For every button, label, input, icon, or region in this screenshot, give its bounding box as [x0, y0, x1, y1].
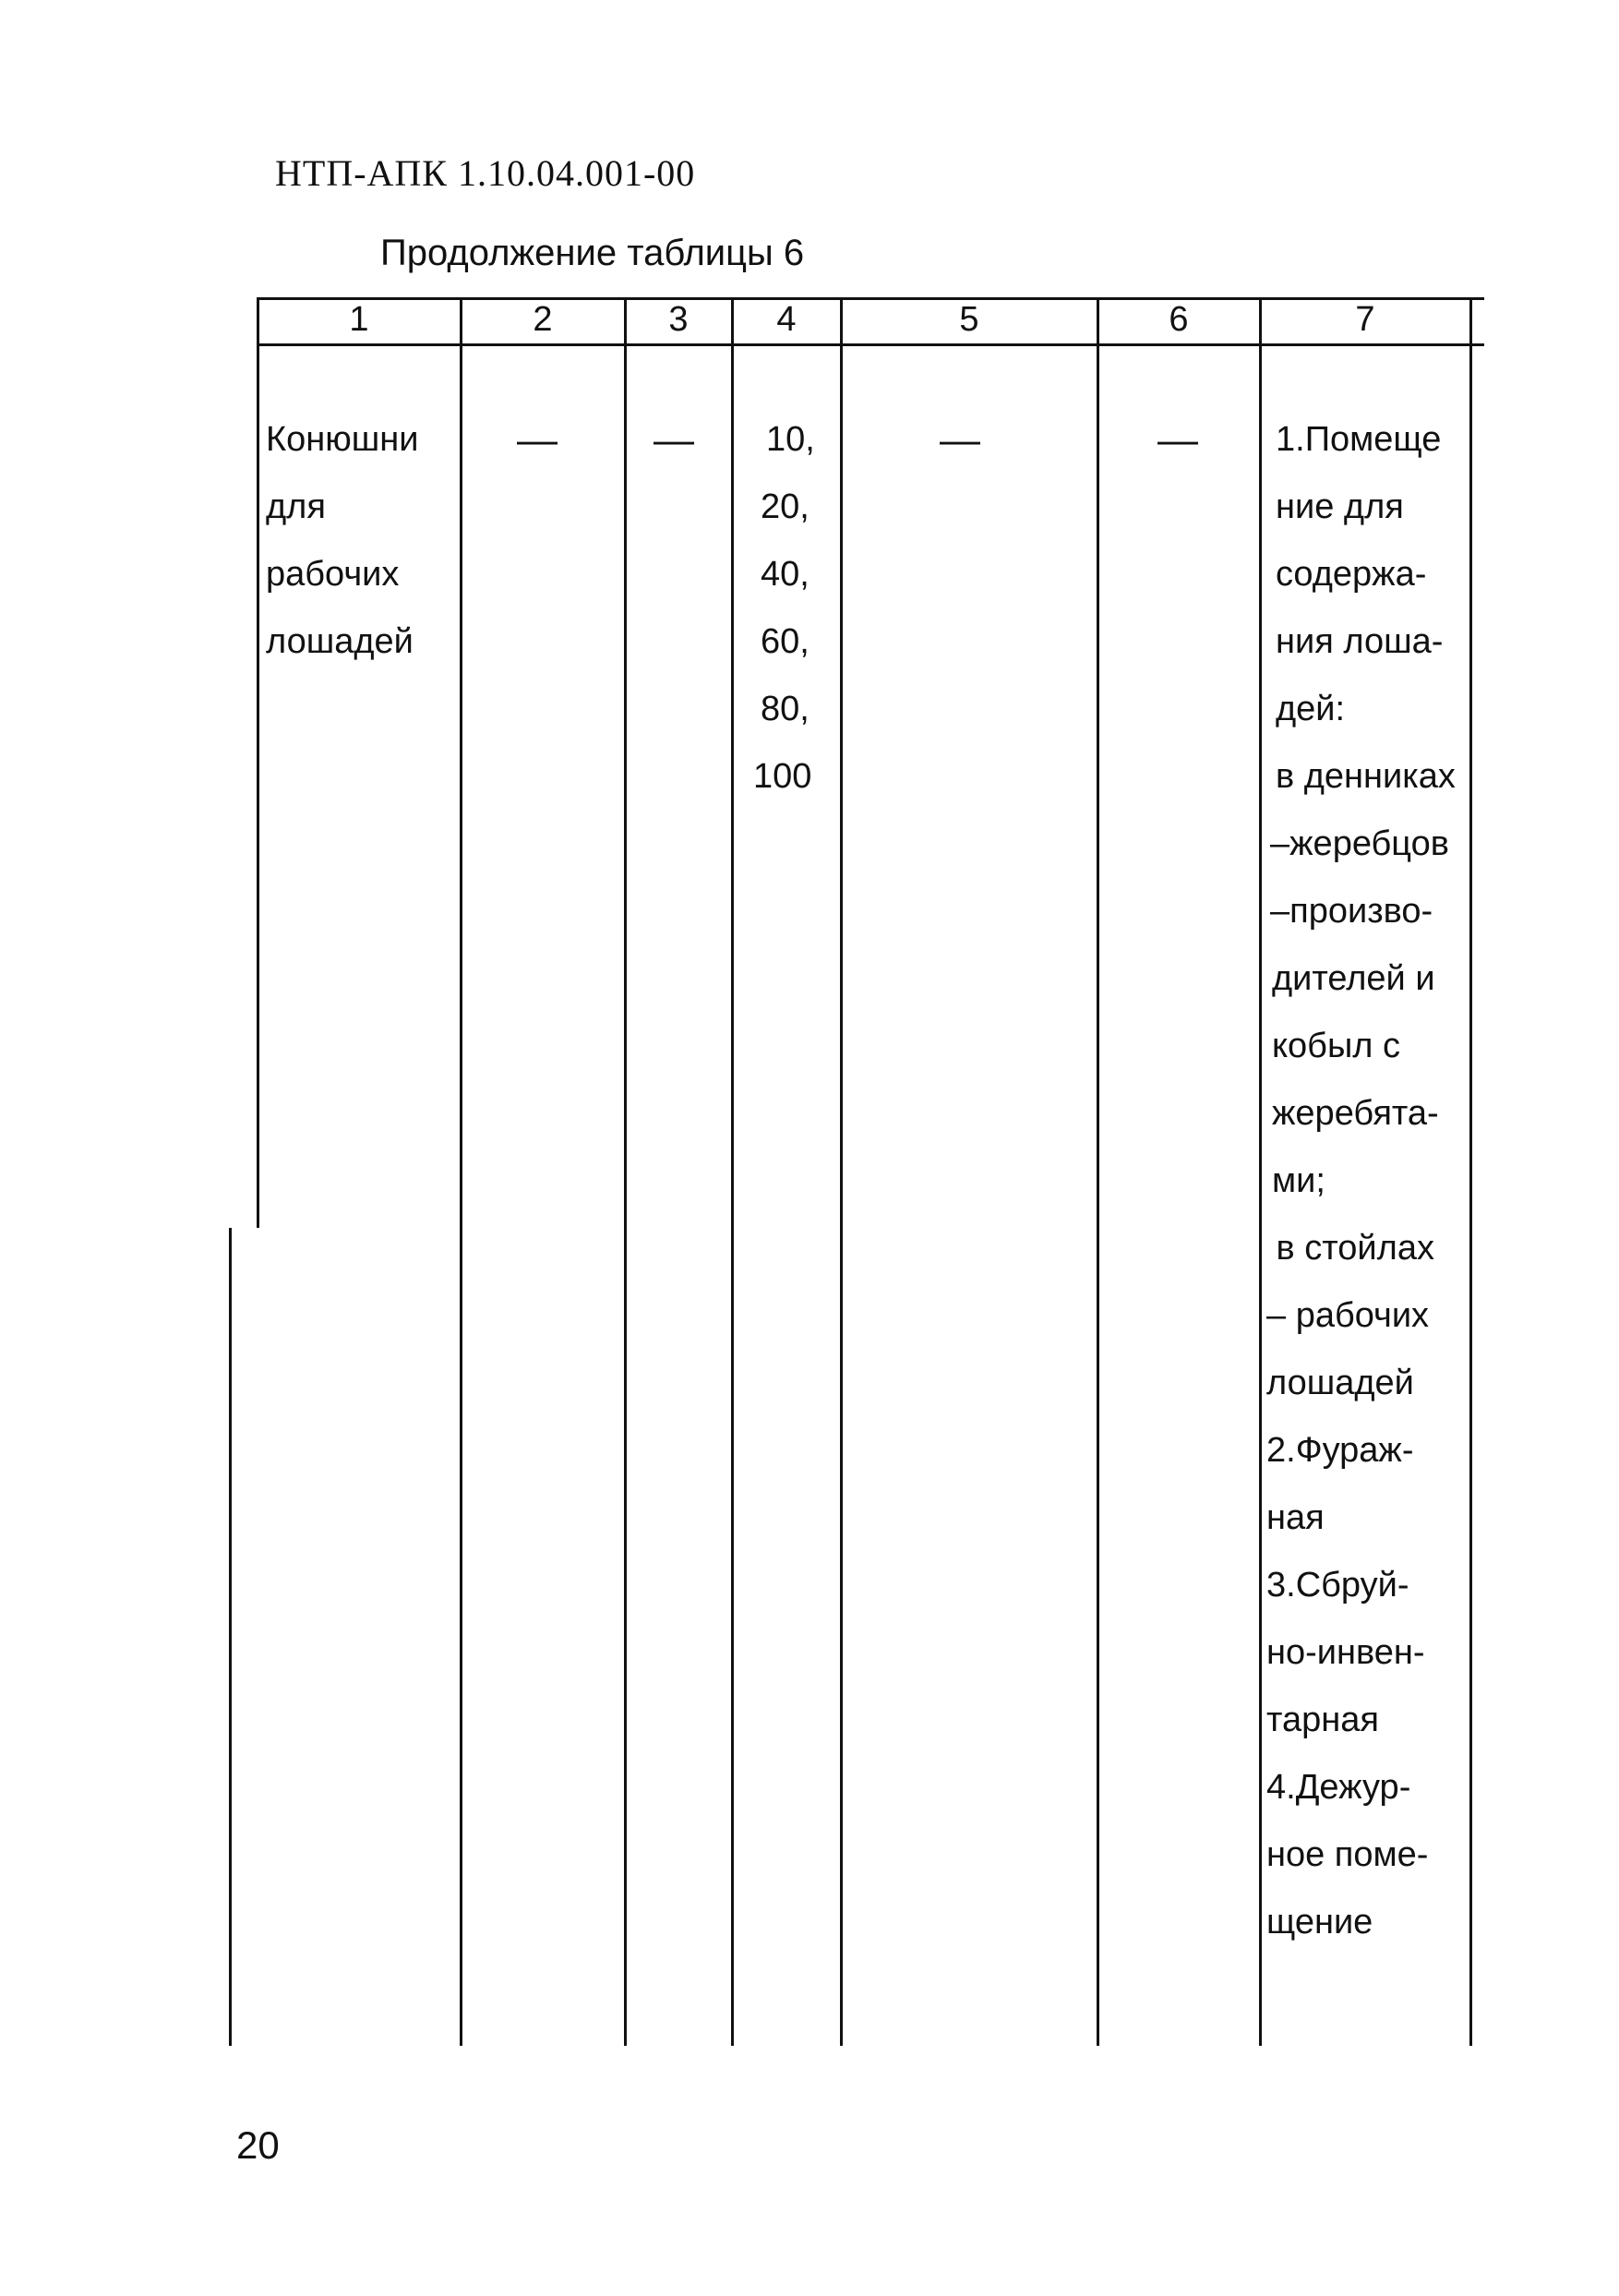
doc-code: НТП-АПК 1.10.04.001-00: [275, 152, 696, 194]
column-header-1: 1: [349, 300, 369, 339]
text-line: 100: [753, 757, 812, 796]
cell-col2-dash: —: [517, 417, 558, 463]
cell-capacity-values: [753, 406, 815, 811]
text-line: –произво-: [1270, 892, 1433, 931]
text-line: 3.Сбруй-: [1266, 1566, 1409, 1605]
col-divider-5: [1097, 297, 1099, 2046]
text-line: ми;: [1272, 1161, 1325, 1200]
column-header-6: 6: [1169, 300, 1189, 339]
text-line: ная: [1266, 1498, 1325, 1537]
cell-col6-dash: —: [1157, 417, 1198, 463]
text-line: 4.Дежур-: [1266, 1768, 1411, 1807]
column-header-4: 4: [776, 300, 797, 339]
column-header-3: 3: [668, 300, 689, 339]
text-line: лошадей: [266, 622, 414, 661]
text-line: 10,: [766, 420, 815, 459]
text-line: содержа-: [1276, 555, 1427, 594]
table-right-border: [1469, 297, 1472, 2046]
col-divider-4: [840, 297, 843, 2046]
text-line: ное поме-: [1266, 1835, 1429, 1874]
text-line: жеребята-: [1272, 1094, 1439, 1133]
text-line: 40,: [761, 555, 810, 594]
text-line: рабочих: [266, 555, 400, 594]
column-header-2: 2: [533, 300, 553, 339]
text-line: 60,: [761, 622, 810, 661]
text-line: ние для: [1276, 487, 1404, 526]
col-divider-2: [624, 297, 627, 2046]
text-line: тарная: [1266, 1701, 1379, 1739]
column-header-7: 7: [1355, 300, 1375, 339]
text-line: в стойлах: [1266, 1229, 1434, 1268]
text-line: но-инвен-: [1266, 1633, 1425, 1672]
text-line: –жеребцов: [1270, 824, 1449, 863]
text-line: ния лоша-: [1276, 622, 1444, 661]
col-divider-3: [731, 297, 734, 2046]
cell-building-name: [266, 406, 418, 676]
text-line: щение: [1266, 1903, 1373, 1941]
text-line: лошадей: [1266, 1364, 1414, 1402]
table-left-border: [257, 297, 259, 1228]
text-line: дей:: [1276, 690, 1346, 728]
table-caption: Продолжение таблицы 6: [380, 233, 805, 273]
col-divider-1: [460, 297, 462, 2046]
cell-premises-list: [1266, 406, 1456, 1956]
cell-col3-dash: —: [654, 417, 694, 463]
text-line: Конюшни: [266, 420, 419, 459]
column-header-5: 5: [959, 300, 979, 339]
text-line: 20,: [761, 487, 810, 526]
table-left-border-lower: [229, 1228, 232, 2046]
table-header-bottom-border: [257, 343, 1484, 346]
text-line: 80,: [761, 690, 810, 728]
text-line: 1.Помеще: [1276, 420, 1442, 459]
cell-col5-dash: —: [940, 417, 980, 463]
text-line: – рабочих: [1266, 1296, 1430, 1335]
text-line: 2.Фураж-: [1266, 1431, 1414, 1470]
text-line: дителей и: [1272, 959, 1435, 998]
table-top-border: [257, 297, 1484, 300]
text-line: для: [266, 487, 326, 526]
text-line: в денниках: [1276, 757, 1456, 796]
col-divider-6: [1259, 297, 1262, 2046]
page-number: 20: [236, 2123, 280, 2167]
text-line: кобыл с: [1272, 1027, 1400, 1065]
